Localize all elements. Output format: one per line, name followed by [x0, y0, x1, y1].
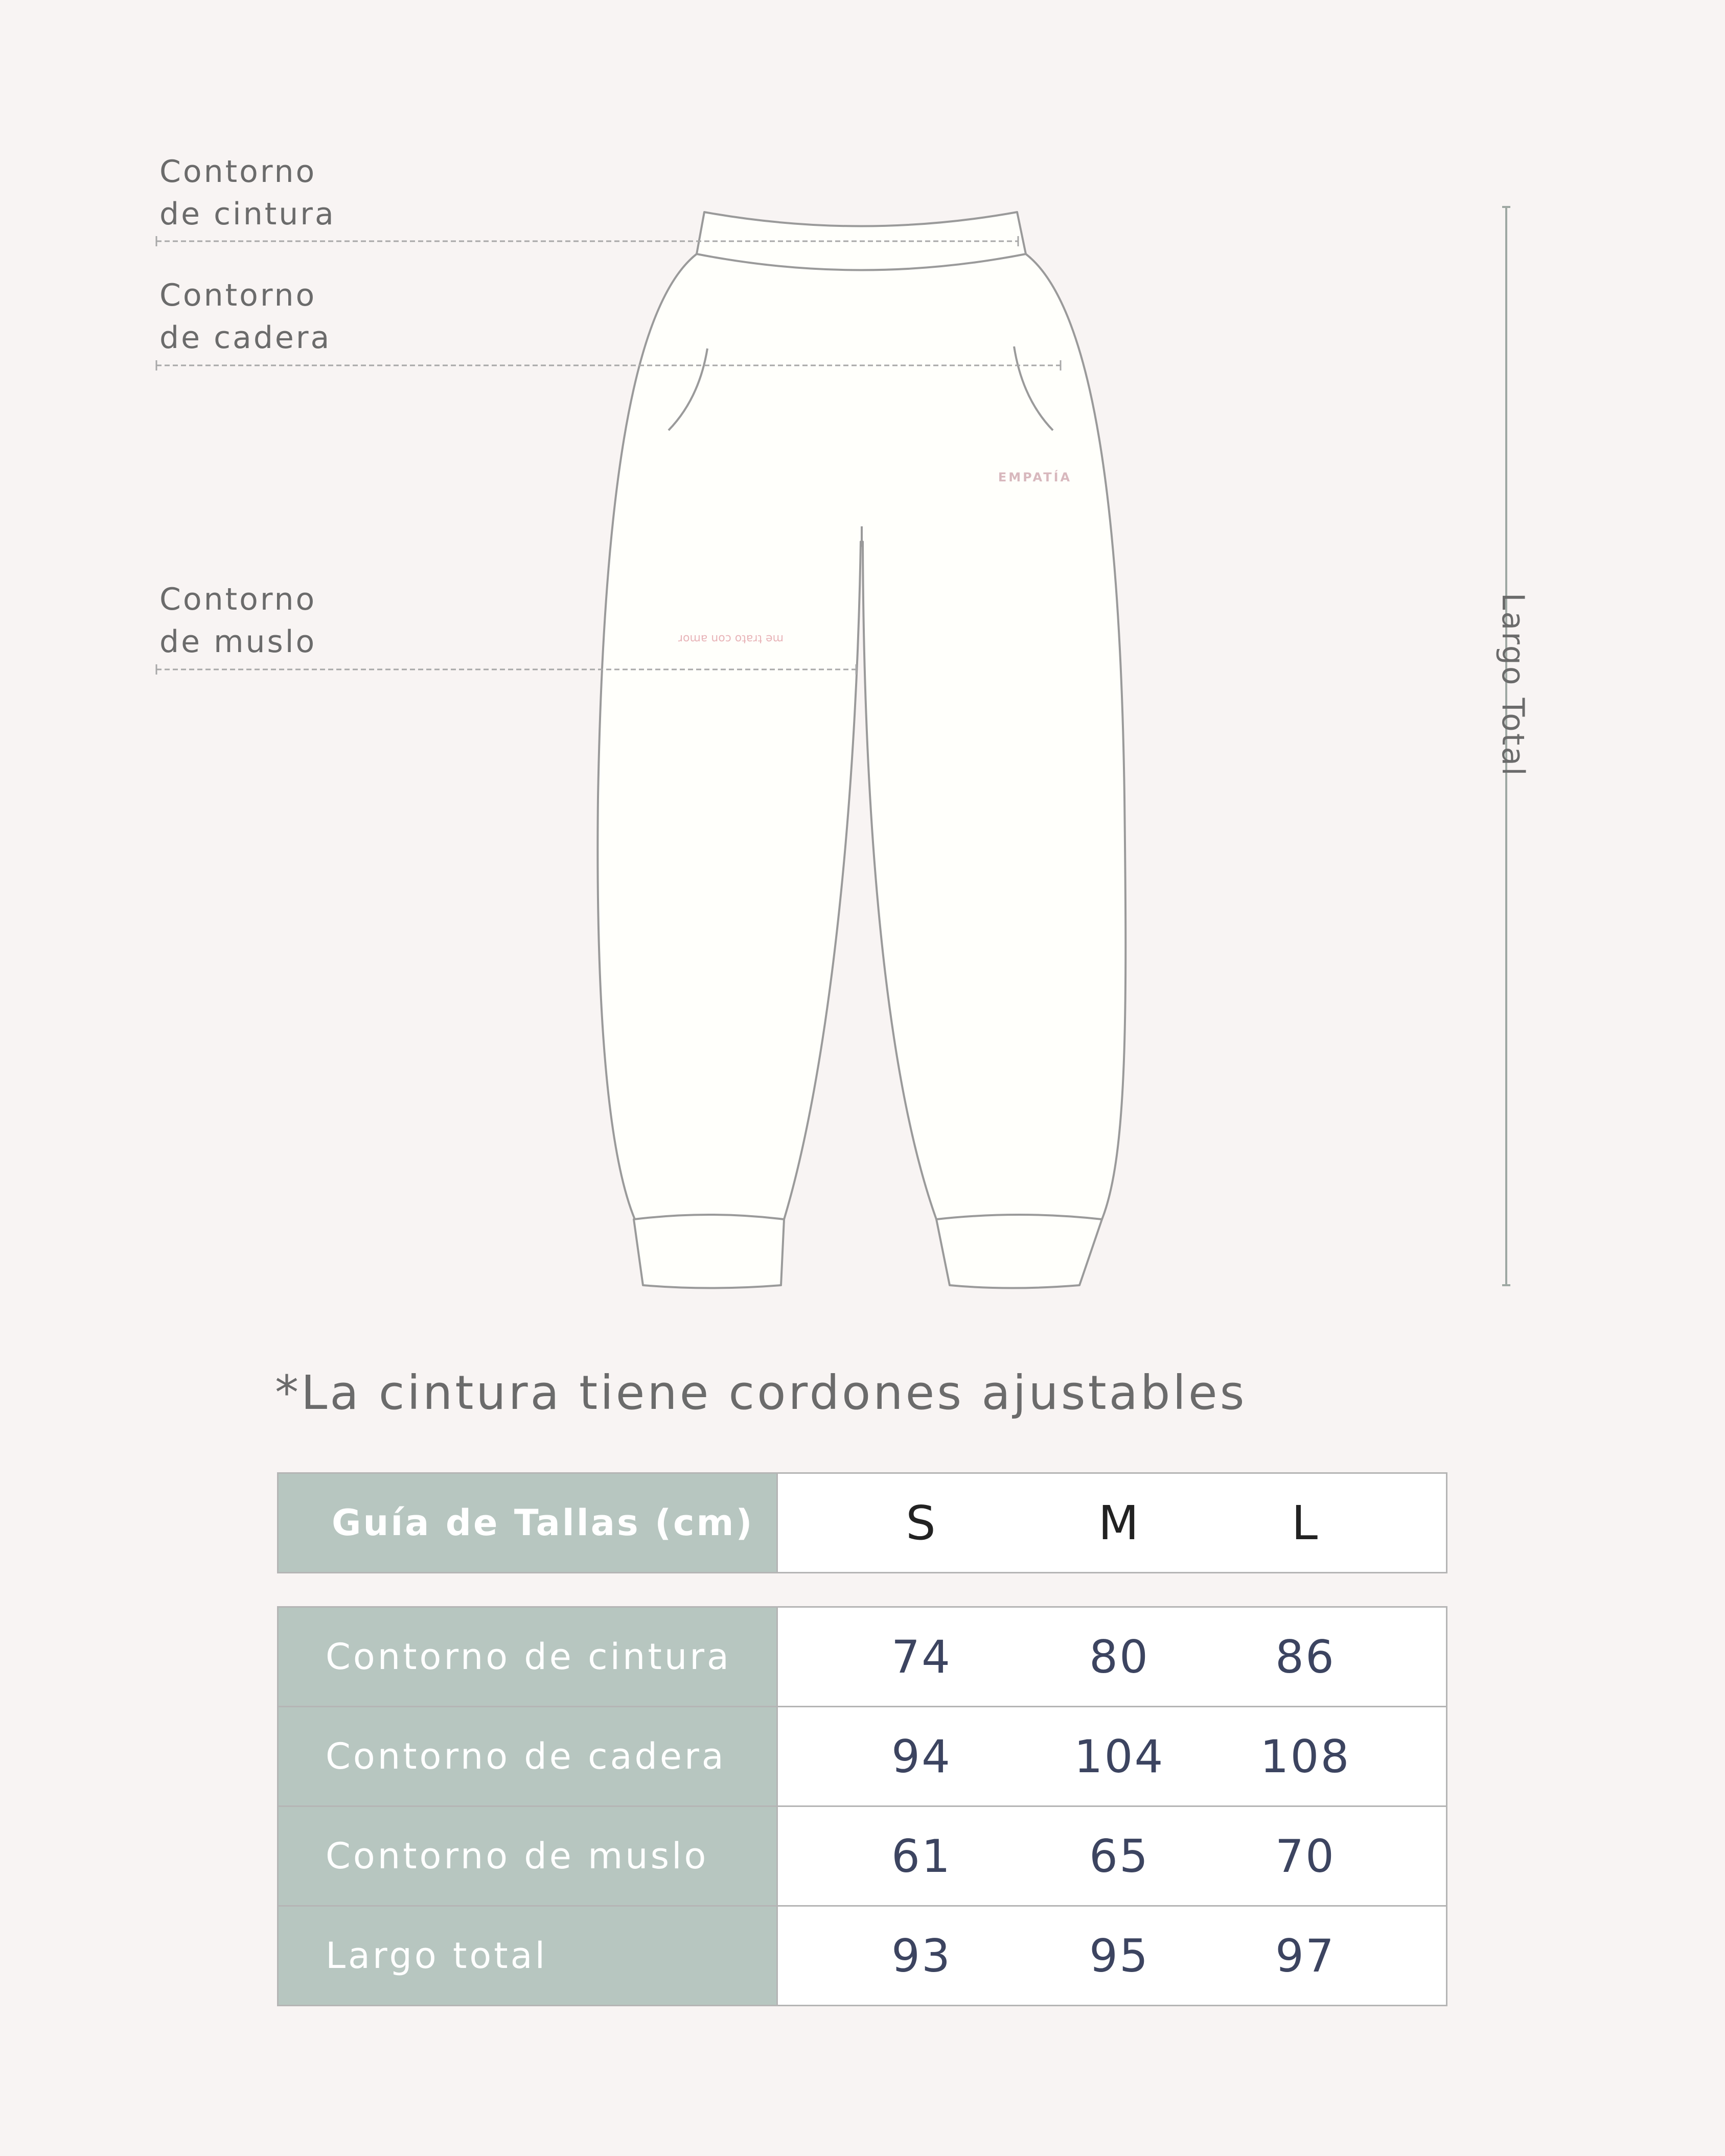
value-cell: 80: [1089, 1630, 1149, 1683]
right-cuff-outline: [936, 1215, 1102, 1288]
thigh-label: Contorno de muslo: [159, 582, 317, 660]
value-cell: 97: [1275, 1929, 1336, 1982]
value-cell: 94: [891, 1730, 952, 1783]
value-cell: 86: [1275, 1630, 1336, 1683]
table-row: [279, 1608, 1446, 1706]
measurements-table: [277, 1606, 1447, 2006]
table-row: [279, 1905, 1446, 2005]
row-label: Contorno de muslo: [279, 1807, 778, 1905]
value-cell: 61: [891, 1829, 952, 1883]
size-s: S: [906, 1495, 937, 1550]
table-row: [279, 1805, 1446, 1905]
row-label: Contorno de cintura: [279, 1608, 778, 1706]
size-guide-title: Guía de Tallas (cm): [279, 1474, 778, 1572]
value-cell: 74: [891, 1630, 952, 1683]
inner-tag-text: me trato con amor: [678, 632, 784, 645]
size-l: L: [1291, 1495, 1320, 1550]
value-cell: 108: [1260, 1730, 1351, 1783]
size-m: M: [1098, 1495, 1141, 1550]
total-length-label: Largo Total: [1495, 593, 1531, 777]
value-cell: 93: [891, 1929, 952, 1982]
drawstring-note: *La cintura tiene cordones ajustables: [275, 1365, 1247, 1420]
table-row: [279, 1706, 1446, 1805]
row-label: Contorno de cadera: [279, 1707, 778, 1805]
value-cell: 65: [1089, 1829, 1149, 1883]
value-cell: 104: [1074, 1730, 1165, 1783]
row-label: Largo total: [279, 1907, 778, 2005]
value-cell: 70: [1275, 1829, 1336, 1883]
size-header-table: [277, 1472, 1447, 1573]
brand-logo: EMPATÍA: [998, 470, 1072, 484]
hip-label: Contorno de cadera: [159, 277, 332, 356]
waist-label: Contorno de cintura: [159, 154, 336, 232]
pants-body-outline: [597, 254, 1125, 1219]
left-cuff-outline: [634, 1215, 784, 1288]
value-cell: 95: [1089, 1929, 1149, 1982]
size-header-row: [279, 1474, 1446, 1572]
